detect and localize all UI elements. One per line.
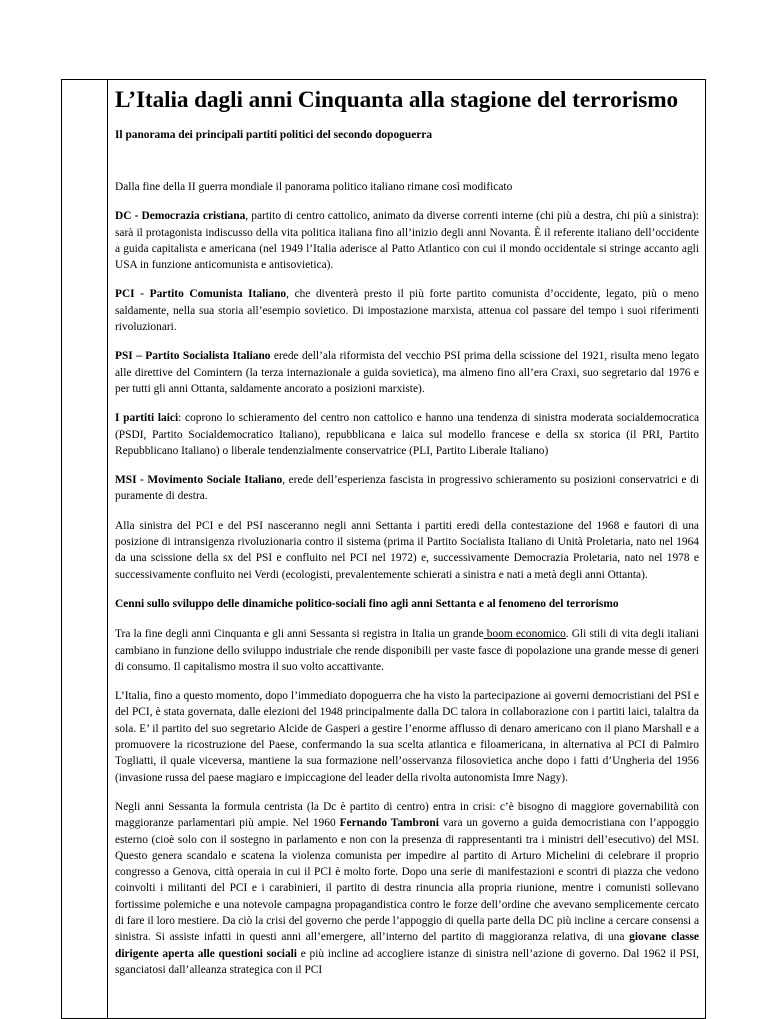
laici-text: : coprono lo schieramento del centro non cattolico e hanno una tendenza di sinistra moderata socialdemocratica (PSDI, Partito Socialdemocratico Italiano), repubblicana e laica sul modello francese e della sx storica (il PRI, Partito Repubblicano Italiano) o liberale tendenzialmente conservatrice (PLI, Partito Liberale Italiano) — [115, 412, 700, 457]
boom-text-after: . Gli stili di vita degli italiani cambiano in funzione dello sviluppo industriale che rende disponibili per vaste fasce di popolazione una grande messe di generi di consumo. Il capitalismo mostra il suo volto accattivante. — [115, 628, 699, 673]
msi-paragraph — [115, 472, 699, 505]
tambroni-name: Fernando Tambroni — [339, 817, 439, 830]
sessanta-t1: Negli anni Sessanta la formula centrista (la Dc è partito di centro) entra in crisi: c’è bisogno di maggiore governabilità con maggioranze parlamentari più ampie. Nel 1960 — [115, 800, 699, 830]
sessanta-t2: vara un governo a guida democristiana con l’appoggio esterno (cioè solo con il sostegno in parlamento e non con la presenza di rappresentanti tra i ministri dell’esecutivo) del MSI. Questo genera scandalo e scatena la violenza comunista per impedire al partito di Arturo Michelini di celebrare il proprio congresso a Genova, città operaia in cui il PCI è molto forte. Dopo una serie di manifestazioni e scontri di piazza che vedono coinvolti i militanti del PCI e i carabinieri, il partito di destra rinuncia alla propria riunione, mentre i comunisti sollevano fortissime polemiche e una notevole campagna propagandistica contro le forze dell’ordine che avevano semplicemente cercato di fare il loro mestiere. Da ciò la crisi del governo che perde l’appoggio di quella parte della DC più incline a cercare consensi a sinistra. Si assiste infatti in questi anni all’emergere, all’interno del partito di maggioranza relativa, di una — [115, 817, 699, 944]
laici-lead: I partiti laici — [115, 412, 179, 425]
dc-lead: DC - Democrazia cristiana — [115, 210, 246, 223]
document-body — [115, 86, 699, 991]
section-heading: Cenni sullo sviluppo delle dinamiche politico-sociali fino agli anni Settanta e al fenomeno del terrorismo — [115, 597, 619, 610]
psi-paragraph — [115, 348, 699, 397]
pci-paragraph — [115, 286, 699, 335]
sessanta-paragraph — [115, 799, 699, 978]
boom-underlined: boom economico — [483, 628, 566, 641]
sessanta-t3: e più incline ad accogliere istanze di sinistra nell’azione di governo. Dal 1962 il PSI, sganciatosi dall’alleanza strategica con il PCI — [115, 947, 699, 976]
sinistra-paragraph: Alla sinistra del PCI e del PSI nasceranno negli anni Settanta i partiti eredi della contestazione del 1968 e fautori di una posizione di intransigenza rivoluzionaria contro il sistema (prima il Partito Socialista Italiano di Unità Proletaria, nato nel 1964 da una scissione della sx del PSI e confluito nel PCI nel 1972) e, successivamente Democrazia Proletaria, nato nel 1978 e successivamente confluito nei Verdi (ecologisti, prevalentemente schierati a sinistra e nati a metà degli anni Ottanta). — [115, 519, 699, 581]
msi-text: , erede dell’esperienza fascista in progressivo schieramento su posizioni conservatrici e di puramente di destra. — [115, 474, 699, 503]
laici-paragraph — [115, 410, 699, 459]
pci-text: , che diventerà presto il più forte partito comunista d’occidente, legato, più o meno saldamente, nella sua storia all’esempio sovietico. Di impostazione marxista, attenua col passare del tempo i suoi riferimenti rivoluzionari. — [115, 288, 699, 334]
psi-text: erede dell’ala riformista del vecchio PSI prima della scissione del 1921, risulta meno legato alle direttive del Comintern (la terza internazionale a guida sovietica), ma almeno fino all’era Craxi, suo segretario dal 1976 e per tutti gli anni Ottanta, saldamente ancorato a posizioni marxiste). — [115, 350, 700, 395]
section-subtitle: Il panorama dei principali partiti politici del secondo dopoguerra — [115, 129, 433, 141]
msi-lead: MSI - Movimento Sociale Italiano — [115, 474, 283, 487]
boom-paragraph — [115, 626, 699, 675]
boom-text-before: Tra la fine degli anni Cinquanta e gli anni Sessanta si registra in Italia un grande — [115, 628, 484, 641]
left-margin-column — [61, 79, 108, 1019]
dc-text: , partito di centro cattolico, animato da diverse correnti interne (chi più a destra, chi più a sinistra): sarà il protagonista indiscusso della vita politica italiana fino all’inizio degli anni Novanta. È il referente italiano dell’occidente a guida capitalista e americana (nel 1949 l’Italia aderisce al Patto Atlantico con cui il mondo occidentale si stringe accanto agli USA in funzione anticomunista e antisovietica). — [115, 210, 699, 272]
intro-paragraph: Dalla fine della II guerra mondiale il panorama politico italiano rimane così modificato — [115, 181, 513, 193]
dc-paragraph — [115, 208, 699, 273]
psi-lead: PSI – Partito Socialista Italiano — [115, 350, 271, 363]
italia-paragraph: L’Italia, fino a questo momento, dopo l’immediato dopoguerra che ha visto la partecipazione ai governi democristiani del PSI e del PCI, è stata governata, dalle elezioni del 1948 principalmente dalla DC talora in collaborazione con i partiti laici, talaltra da sola. E’ il partito del suo segretario Alcide de Gasperi a gestire l’enorme afflusso di denaro americano con il piano Marshall e a promuovere la ricostruzione del Paese, confermando la sua scelta atlantica e filoamericana, in alternativa al PCI di Palmiro Togliatti, il quale viceversa, mantiene la sua formazione nell’osservanza filosovietica anche dopo i fatti d’Ungheria del 1956 (invasione russa del paese magiaro e impiccagione del leader della rivolta autonomista Imre Nagy). — [115, 690, 699, 784]
giovane-classe: giovane classe dirigente aperta alle questioni sociali — [115, 931, 699, 960]
page-title: L’Italia dagli anni Cinquanta alla stagione del terrorismo — [115, 87, 679, 113]
pci-lead: PCI - Partito Comunista Italiano — [115, 288, 287, 301]
